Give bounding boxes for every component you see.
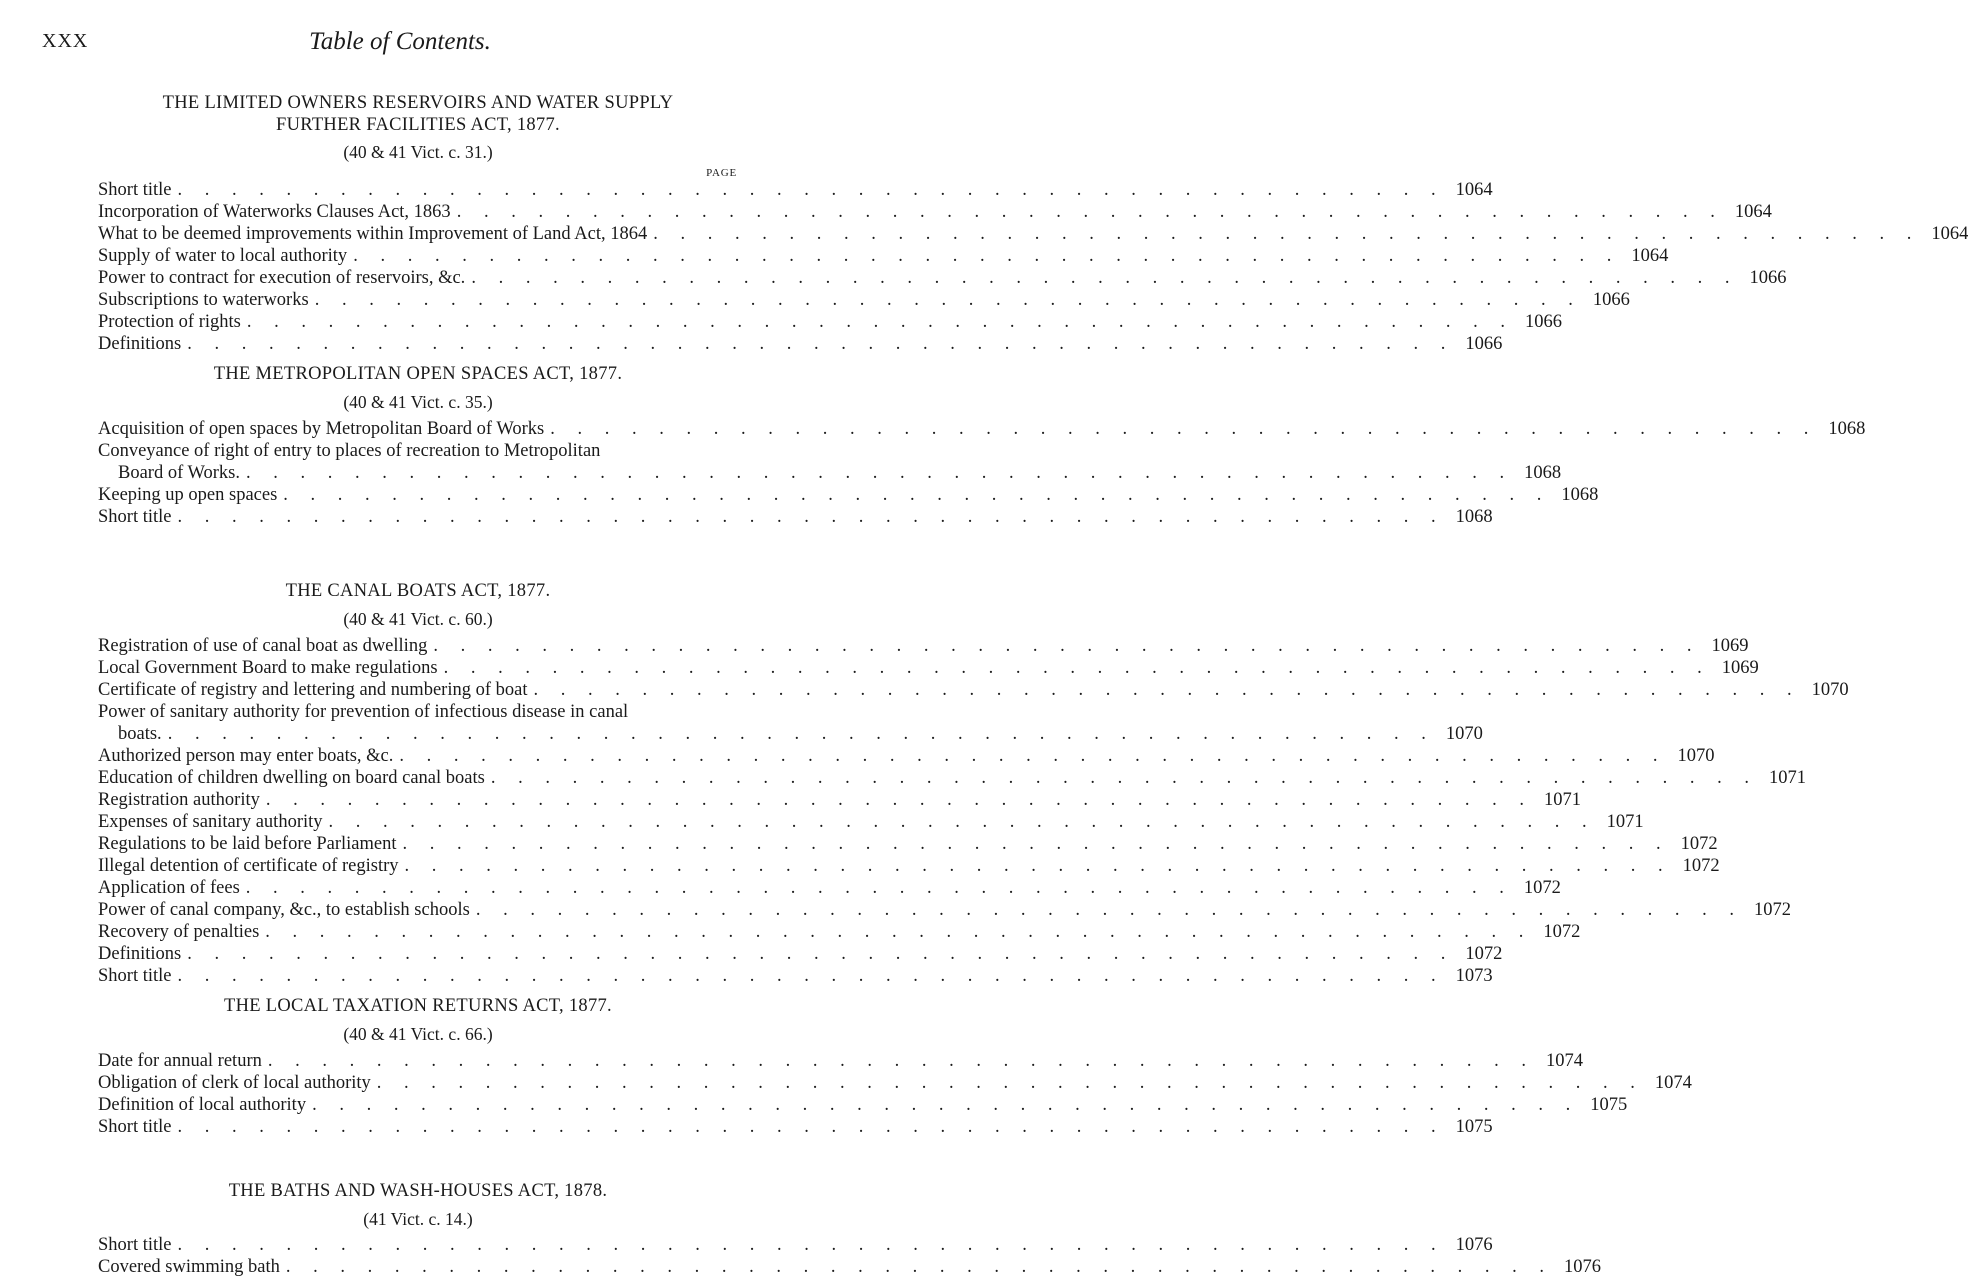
entry-label: Certificate of registry and lettering and numbering of boat <box>98 680 528 700</box>
leader-dots: . . . . . . . . . . . . . . . . . . . . . . . . . . . . . . . . . . . . . . . . . . . . . . . <box>402 834 1670 854</box>
toc-entry <box>98 289 1630 311</box>
toc-entry <box>98 333 1503 355</box>
toc-entry <box>98 440 1562 484</box>
entry-label: Definitions <box>98 334 182 354</box>
entry-label: Covered swimming bath <box>98 1257 280 1277</box>
entry-page-number: 1071 <box>1543 790 1581 810</box>
leader-dots: . . . . . . . . . . . . . . . . . . . . . . . . . . . . . . . . . . . . . . . . . . . . . . . <box>246 463 1514 483</box>
entry-page-number: 1068 <box>1524 463 1562 483</box>
entry-page-number: 1072 <box>1753 900 1791 920</box>
leader-dots: . . . . . . . . . . . . . . . . . . . . . . . . . . . . . . . . . . . . . . . . . . . . . . . <box>353 246 1621 266</box>
act-reference: (40 & 41 Vict. c. 60.) <box>343 609 493 629</box>
toc-entry <box>98 899 1791 921</box>
section-limited-owners-reservoirs <box>98 92 1968 355</box>
toc-entry <box>98 311 1562 333</box>
entry-label: Keeping up open spaces <box>98 485 278 505</box>
entry-label: Date for annual return <box>98 1051 262 1071</box>
toc-entry <box>98 1050 1583 1072</box>
section-baths-wash-houses <box>98 1180 1602 1278</box>
toc-entry <box>98 484 1599 506</box>
toc-entry <box>98 877 1561 899</box>
entry-label-continued: Board of Works. <box>118 463 241 483</box>
toc-entry <box>98 833 1718 855</box>
leader-dots: . . . . . . . . . . . . . . . . . . . . . . . . . . . . . . . . . . . . . . . . . . . . . . . <box>177 1235 1445 1255</box>
act-reference: (40 & 41 Vict. c. 31.) <box>343 142 493 162</box>
entry-label: Regulations to be laid before Parliament <box>98 834 397 854</box>
entry-label: Supply of water to local authority <box>98 246 348 266</box>
act-reference: (41 Vict. c. 14.) <box>363 1209 473 1229</box>
entry-page-number: 1068 <box>1455 507 1493 527</box>
section-title: THE METROPOLITAN OPEN SPACES ACT, 1877. <box>213 364 623 384</box>
entry-page-number: 1072 <box>1680 834 1718 854</box>
act-reference: (40 & 41 Vict. c. 35.) <box>343 392 493 412</box>
entry-page-number: 1069 <box>1711 636 1749 656</box>
entry-label: Education of children dwelling on board canal boats <box>98 768 485 788</box>
entry-page-number: 1064 <box>1734 202 1772 222</box>
entry-page-number: 1068 <box>1828 419 1866 439</box>
entry-label: Short title <box>98 1235 172 1255</box>
entry-page-number: 1066 <box>1592 290 1630 310</box>
entry-page-number: 1073 <box>1455 966 1493 986</box>
toc-entry <box>98 223 1968 245</box>
toc-entry <box>98 1116 1493 1138</box>
leader-dots: . . . . . . . . . . . . . . . . . . . . . . . . . . . . . . . . . . . . . . . . . . . . . . . <box>475 900 1743 920</box>
entry-page-number: 1072 <box>1543 922 1581 942</box>
entry-list <box>98 1234 1602 1278</box>
act-reference: (40 & 41 Vict. c. 66.) <box>343 1024 493 1044</box>
toc-entry <box>98 1072 1692 1094</box>
entry-page-number: 1074 <box>1654 1073 1692 1093</box>
entry-label: Obligation of clerk of local authority <box>98 1073 371 1093</box>
entry-page-number: 1076 <box>1455 1235 1493 1255</box>
section-title: THE LOCAL TAXATION RETURNS ACT, 1877. <box>223 996 612 1016</box>
entry-label: Short title <box>98 1117 172 1137</box>
toc-entry <box>98 179 1493 201</box>
leader-dots: . . . . . . . . . . . . . . . . . . . . . . . . . . . . . . . . . . . . . . . . . . . . . . . <box>550 419 1818 439</box>
section-title: THE LIMITED OWNERS RESERVOIRS AND WATER SUPPLY <box>162 93 674 113</box>
leader-dots: . . . . . . . . . . . . . . . . . . . . . . . . . . . . . . . . . . . . . . . . . . . . . . . <box>245 878 1513 898</box>
toc-entry <box>98 921 1581 943</box>
section-title-line2: FURTHER FACILITIES ACT, 1877. <box>276 115 560 135</box>
leader-dots: . . . . . . . . . . . . . . . . . . . . . . . . . . . . . . . . . . . . . . . . . . . . . . . <box>267 1051 1535 1071</box>
toc-entry <box>98 965 1493 987</box>
leader-dots: . . . . . . . . . . . . . . . . . . . . . . . . . . . . . . . . . . . . . . . . . . . . . . . <box>177 966 1445 986</box>
entry-label: Registration of use of canal boat as dwelling <box>98 636 428 656</box>
leader-dots: . . . . . . . . . . . . . . . . . . . . . . . . . . . . . . . . . . . . . . . . . . . . . . . <box>187 334 1455 354</box>
entry-label: Short title <box>98 507 172 527</box>
leader-dots: . . . . . . . . . . . . . . . . . . . . . . . . . . . . . . . . . . . . . . . . . . . . . . . <box>177 180 1445 200</box>
section-local-taxation-returns <box>98 995 1692 1138</box>
entry-label: Conveyance of right of entry to places of recreation to Metropolitan <box>98 441 601 461</box>
toc-entry <box>98 1256 1602 1278</box>
entry-list <box>98 418 1866 528</box>
entry-page-number: 1076 <box>1564 1257 1602 1277</box>
leader-dots: . . . . . . . . . . . . . . . . . . . . . . . . . . . . . . . . . . . . . . . . . . . . . . . <box>328 812 1596 832</box>
page-header <box>42 28 758 62</box>
leader-dots: . . . . . . . . . . . . . . . . . . . . . . . . . . . . . . . . . . . . . . . . . . . . . . . <box>404 856 1672 876</box>
toc-entry <box>98 701 1483 745</box>
toc-entry <box>98 657 1759 679</box>
entry-label: Short title <box>98 180 172 200</box>
leader-dots: . . . . . . . . . . . . . . . . . . . . . . . . . . . . . . . . . . . . . . . . . . . . . . . <box>265 790 1533 810</box>
entry-page-number: 1064 <box>1931 224 1968 244</box>
entry-page-number: 1064 <box>1631 246 1669 266</box>
entry-page-number: 1066 <box>1524 312 1562 332</box>
entry-page-number: 1066 <box>1749 268 1787 288</box>
entry-page-number: 1069 <box>1721 658 1759 678</box>
leader-dots: . . . . . . . . . . . . . . . . . . . . . . . . . . . . . . . . . . . . . . . . . . . . . . . <box>490 768 1758 788</box>
entry-label: Expenses of sanitary authority <box>98 812 323 832</box>
entry-label: Definitions <box>98 944 182 964</box>
entry-label: Protection of rights <box>98 312 241 332</box>
entry-label: Illegal detention of certificate of registry <box>98 856 399 876</box>
toc-entry <box>98 201 1772 223</box>
entry-page-number: 1070 <box>1811 680 1849 700</box>
entry-label: Local Government Board to make regulations <box>98 658 438 678</box>
toc-entry <box>98 811 1644 833</box>
entry-page-number: 1068 <box>1561 485 1599 505</box>
leader-dots: . . . . . . . . . . . . . . . . . . . . . . . . . . . . . . . . . . . . . . . . . . . . . . . <box>177 1117 1445 1137</box>
entry-page-number: 1072 <box>1465 944 1503 964</box>
leader-dots: . . . . . . . . . . . . . . . . . . . . . . . . . . . . . . . . . . . . . . . . . . . . . . . <box>456 202 1724 222</box>
entry-page-number: 1071 <box>1768 768 1806 788</box>
entry-label: Acquisition of open spaces by Metropolitan Board of Works <box>98 419 545 439</box>
leader-dots: . . . . . . . . . . . . . . . . . . . . . . . . . . . . . . . . . . . . . . . . . . . . . . . <box>167 724 1435 744</box>
toc-entry <box>98 506 1493 528</box>
toc-entry <box>98 855 1720 877</box>
page-number: XXX <box>42 30 89 52</box>
entry-label: Power of sanitary authority for prevention of infectious disease in canal <box>98 702 629 722</box>
toc-entry <box>98 789 1581 811</box>
leader-dots: . . . . . . . . . . . . . . . . . . . . . . . . . . . . . . . . . . . . . . . . . . . . . . . <box>653 224 1921 244</box>
entry-label: Authorized person may enter boats, &c. <box>98 746 394 766</box>
toc-entry <box>98 943 1503 965</box>
entry-label: Recovery of penalties <box>98 922 260 942</box>
toc-entry <box>98 1234 1493 1256</box>
leader-dots: . . . . . . . . . . . . . . . . . . . . . . . . . . . . . . . . . . . . . . . . . . . . . . . <box>376 1073 1644 1093</box>
leader-dots: . . . . . . . . . . . . . . . . . . . . . . . . . . . . . . . . . . . . . . . . . . . . . . . <box>533 680 1801 700</box>
entry-list <box>98 179 1968 355</box>
leader-dots: . . . . . . . . . . . . . . . . . . . . . . . . . . . . . . . . . . . . . . . . . . . . . . . <box>283 485 1551 505</box>
leader-dots: . . . . . . . . . . . . . . . . . . . . . . . . . . . . . . . . . . . . . . . . . . . . . . . <box>246 312 1514 332</box>
toc-entry <box>98 679 1849 701</box>
toc-entry <box>98 767 1806 789</box>
leader-dots: . . . . . . . . . . . . . . . . . . . . . . . . . . . . . . . . . . . . . . . . . . . . . . . <box>399 746 1667 766</box>
leader-dots: . . . . . . . . . . . . . . . . . . . . . . . . . . . . . . . . . . . . . . . . . . . . . . . <box>187 944 1455 964</box>
entry-label: What to be deemed improvements within Improvement of Land Act, 1864 <box>98 224 648 244</box>
entry-page-number: 1071 <box>1606 812 1644 832</box>
entry-page-number: 1072 <box>1682 856 1720 876</box>
entry-list <box>98 635 1849 987</box>
entry-label: Application of fees <box>98 878 240 898</box>
entry-page-number: 1075 <box>1590 1095 1628 1115</box>
leader-dots: . . . . . . . . . . . . . . . . . . . . . . . . . . . . . . . . . . . . . . . . . . . . . . . <box>312 1095 1580 1115</box>
entry-label-continued: boats. <box>118 724 162 744</box>
toc-entry <box>98 245 1669 267</box>
leader-dots: . . . . . . . . . . . . . . . . . . . . . . . . . . . . . . . . . . . . . . . . . . . . . . . <box>433 636 1701 656</box>
entry-label: Incorporation of Waterworks Clauses Act, 1863 <box>98 202 451 222</box>
section-metropolitan-open-spaces <box>98 363 1866 528</box>
entry-label: Power to contract for execution of reservoirs, &c. <box>98 268 466 288</box>
toc-entry <box>98 1094 1628 1116</box>
section-title: THE BATHS AND WASH-HOUSES ACT, 1878. <box>228 1181 608 1201</box>
entry-label: Registration authority <box>98 790 260 810</box>
toc-entry <box>98 745 1715 767</box>
leader-dots: . . . . . . . . . . . . . . . . . . . . . . . . . . . . . . . . . . . . . . . . . . . . . . . <box>177 507 1445 527</box>
toc-entry <box>98 267 1787 289</box>
leader-dots: . . . . . . . . . . . . . . . . . . . . . . . . . . . . . . . . . . . . . . . . . . . . . . . <box>471 268 1739 288</box>
section-canal-boats <box>98 580 1849 987</box>
leader-dots: . . . . . . . . . . . . . . . . . . . . . . . . . . . . . . . . . . . . . . . . . . . . . . . <box>314 290 1582 310</box>
section-title: THE CANAL BOATS ACT, 1877. <box>285 581 551 601</box>
leader-dots: . . . . . . . . . . . . . . . . . . . . . . . . . . . . . . . . . . . . . . . . . . . . . . . <box>285 1257 1554 1277</box>
entry-label: Power of canal company, &c., to establish schools <box>98 900 470 920</box>
entry-page-number: 1074 <box>1545 1051 1583 1071</box>
entry-page-number: 1075 <box>1455 1117 1493 1137</box>
entry-list <box>98 1050 1692 1138</box>
entry-page-number: 1070 <box>1677 746 1715 766</box>
entry-label: Short title <box>98 966 172 986</box>
running-title: Table of Contents. <box>309 28 491 55</box>
entry-page-number: 1070 <box>1445 724 1483 744</box>
toc-entry <box>98 418 1866 440</box>
page-column-label: PAGE <box>706 167 737 179</box>
leader-dots: . . . . . . . . . . . . . . . . . . . . . . . . . . . . . . . . . . . . . . . . . . . . . . . <box>443 658 1711 678</box>
entry-page-number: 1066 <box>1465 334 1503 354</box>
entry-page-number: 1072 <box>1523 878 1561 898</box>
toc-entry <box>98 635 1749 657</box>
entry-label: Definition of local authority <box>98 1095 307 1115</box>
leader-dots: . . . . . . . . . . . . . . . . . . . . . . . . . . . . . . . . . . . . . . . . . . . . . . . <box>265 922 1533 942</box>
entry-page-number: 1064 <box>1455 180 1493 200</box>
entry-label: Subscriptions to waterworks <box>98 290 309 310</box>
